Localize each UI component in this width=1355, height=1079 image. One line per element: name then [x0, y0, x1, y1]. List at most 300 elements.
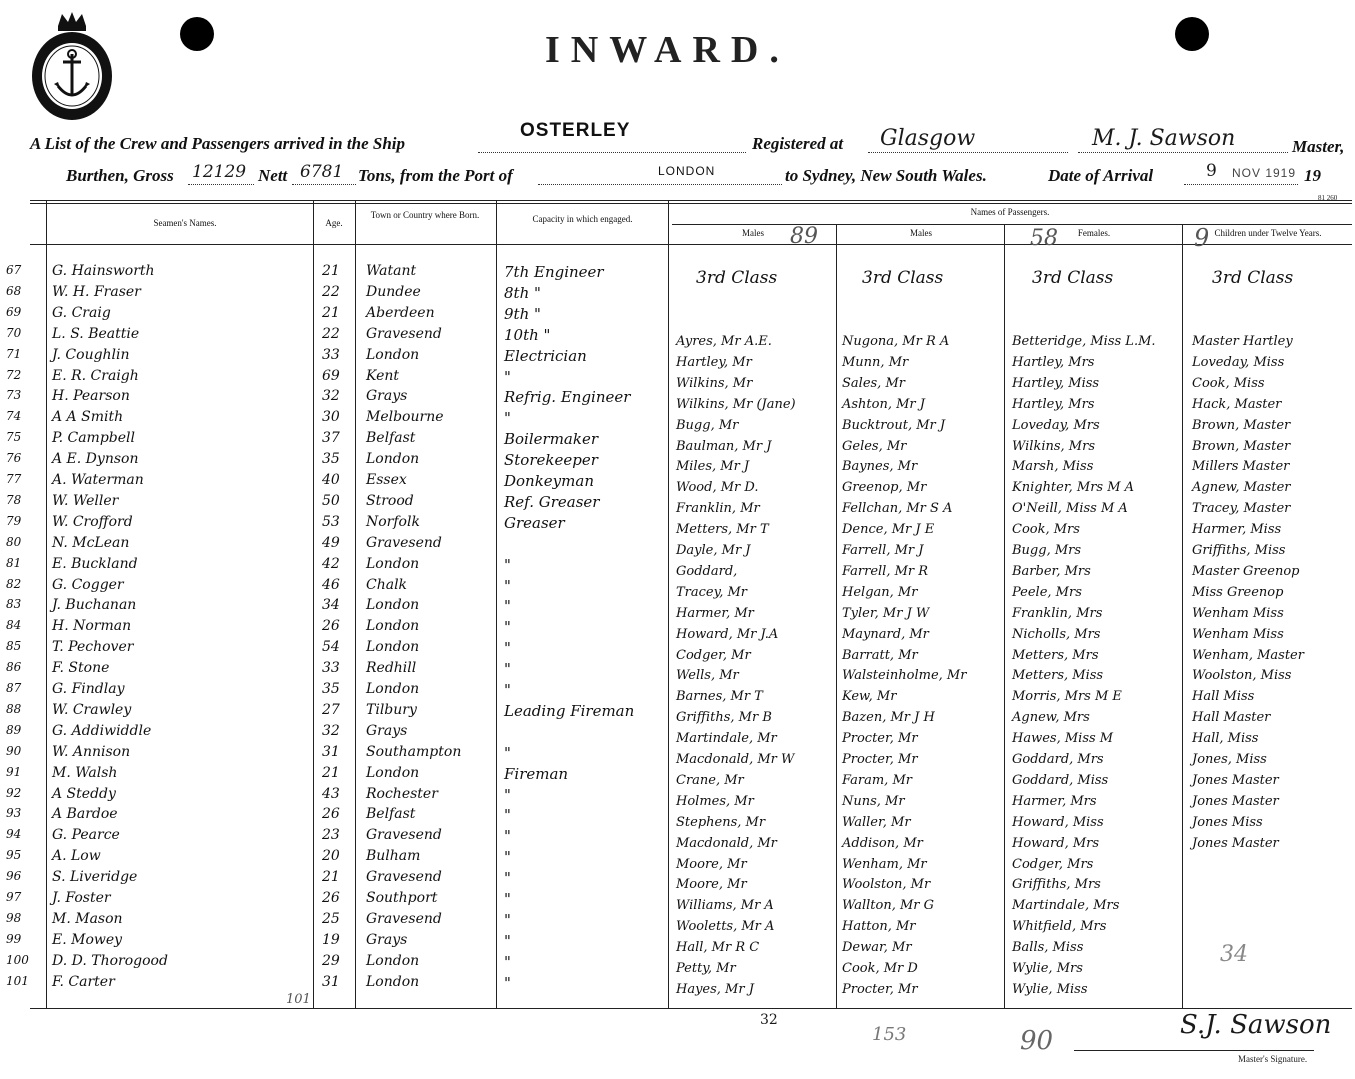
passenger-name: Wenham Miss [1192, 605, 1284, 621]
passenger-name: Wylie, Mrs [1012, 961, 1083, 976]
passenger-name: Bugg, Mrs [1012, 543, 1082, 558]
seaman-age: 37 [322, 430, 340, 447]
seaman-birthplace: Tilbury [366, 701, 417, 718]
passenger-name: Hartley, Miss [1012, 375, 1100, 391]
passenger-name: Balls, Miss [1012, 940, 1084, 956]
seaman-birthplace: London [366, 618, 420, 635]
passenger-name: Codger, Mr [676, 647, 751, 663]
seaman-age: 21 [322, 263, 340, 279]
passenger-name: Munn, Mr [842, 354, 909, 370]
class-heading: 3rd Class [1032, 268, 1114, 288]
passenger-name: Master Hartley [1192, 334, 1293, 349]
passenger-name: Macdonald, Mr [676, 835, 777, 851]
passenger-name: Faram, Mr [842, 772, 912, 788]
passenger-name: Brown, Master [1192, 438, 1291, 454]
seaman-birthplace: London [366, 952, 420, 969]
seaman-age: 19 [322, 931, 340, 948]
seaman-name: A A Smith [52, 409, 124, 426]
col-seamen-names: Seamen's Names. [153, 218, 217, 228]
passenger-name: Jones Master [1192, 793, 1279, 809]
date-label: Date of Arrival [1048, 166, 1154, 185]
punch-hole-left [180, 17, 214, 51]
passenger-name: Farrell, Mr J [842, 543, 924, 558]
seaman-name: A Steddy [52, 785, 116, 802]
passenger-name: O'Neill, Miss M A [1012, 501, 1128, 517]
burthen-label: Burthen, Gross [66, 166, 174, 185]
seaman-capacity: Storekeeper [504, 451, 598, 470]
seaman-capacity: 10th " [504, 325, 551, 344]
seaman-age: 35 [322, 681, 340, 697]
seaman-name: N. McLean [52, 534, 130, 551]
passenger-name: Loveday, Miss [1192, 354, 1285, 370]
seaman-birthplace: London [366, 346, 420, 363]
seaman-age: 31 [322, 743, 340, 760]
passenger-name: Waller, Mr [842, 814, 911, 830]
seaman-birthplace: Gravesend [366, 827, 442, 844]
row-number: 82 [6, 576, 22, 591]
seaman-birthplace: Grays [366, 388, 408, 405]
passenger-name: Millers Master [1192, 459, 1290, 475]
passenger-name: Goddard, Miss [1012, 772, 1109, 788]
seaman-birthplace: Gravesend [366, 910, 442, 927]
passenger-name: Miss Greenop [1192, 584, 1284, 600]
passenger-name: Hall Miss [1192, 689, 1255, 705]
passenger-name: Barnes, Mr T [676, 689, 763, 705]
seaman-age: 20 [322, 848, 340, 865]
seaman-age: 50 [322, 492, 340, 509]
col-males-2: Males [910, 228, 932, 238]
class-heading: 3rd Class [1212, 268, 1294, 288]
row-number: 86 [6, 660, 22, 675]
passenger-name: Martindale, Mrs [1012, 898, 1120, 914]
table-row [0, 597, 668, 617]
passenger-name: Howard, Mr J.A [676, 626, 779, 642]
seaman-name: W. Crofford [52, 513, 133, 530]
tally-females: 58 [1030, 226, 1058, 251]
passenger-name: Tyler, Mr J W [842, 605, 930, 621]
table-row [0, 388, 668, 408]
row-number: 85 [6, 639, 22, 654]
seaman-name: P. Campbell [52, 430, 135, 447]
seaman-age: 69 [322, 367, 340, 384]
row-number: 88 [6, 701, 22, 716]
seaman-name: H. Pearson [52, 388, 130, 405]
passenger-name: Loveday, Mrs [1012, 417, 1100, 433]
seaman-capacity: " [504, 910, 511, 929]
seaman-capacity: " [504, 555, 511, 574]
seaman-birthplace: Gravesend [366, 869, 442, 886]
passenger-name: Wooletts, Mr A [676, 919, 775, 935]
col-females: Females. [1077, 228, 1111, 238]
seaman-age: 53 [322, 513, 340, 530]
passenger-name: Martindale, Mr [676, 731, 777, 747]
row-number: 80 [6, 534, 22, 549]
seaman-age: 29 [322, 952, 340, 969]
date-year: 19 [1304, 166, 1321, 185]
passenger-name: Metters, Mr T [676, 522, 769, 538]
row-number: 83 [6, 597, 22, 612]
seaman-age: 32 [322, 722, 340, 739]
seaman-age: 21 [322, 869, 340, 886]
seaman-name: L. S. Beattie [52, 325, 140, 342]
footer-count-34: 34 [1220, 942, 1248, 967]
row-number: 97 [6, 890, 22, 904]
passenger-name: Wilkins, Mr (Jane) [676, 396, 796, 412]
seaman-birthplace: Essex [366, 472, 407, 488]
passenger-name: Wilkins, Mrs [1012, 438, 1095, 454]
seaman-capacity: Boilermaker [504, 430, 598, 449]
seaman-name: S. Liveridge [52, 869, 138, 886]
passenger-name: Cook, Mr D [842, 961, 918, 976]
passenger-name: Bugg, Mr [676, 417, 739, 433]
passenger-name: Betteridge, Miss L.M. [1012, 334, 1156, 349]
passenger-name: Crane, Mr [676, 772, 744, 788]
nett-label: Nett [258, 166, 288, 185]
passenger-name: Woolston, Mr [842, 877, 931, 893]
table-row [0, 765, 668, 785]
passenger-name: Petty, Mr [676, 961, 736, 976]
passenger-name: Wells, Mr [676, 668, 739, 684]
port-value: LONDON [658, 164, 716, 178]
seaman-birthplace: Rochester [366, 785, 438, 802]
table-row [0, 827, 668, 847]
passenger-name: Barber, Mrs [1012, 563, 1091, 579]
seaman-age: 32 [322, 388, 340, 405]
passenger-name: Jones Master [1192, 835, 1279, 851]
master-signature: S.J. Sawson [1180, 1010, 1332, 1040]
seaman-age: 23 [322, 827, 340, 844]
seaman-capacity: 7th Engineer [504, 263, 604, 281]
seaman-capacity: " [504, 931, 511, 950]
form-number: 81 260 [1318, 194, 1338, 202]
passenger-name: Hall Master [1192, 710, 1271, 726]
seaman-age: 54 [322, 639, 340, 656]
nett-value: 6781 [300, 162, 344, 182]
seaman-birthplace: Gravesend [366, 534, 442, 551]
seaman-name: E. Buckland [52, 555, 138, 572]
seaman-birthplace: Bulham [366, 848, 421, 865]
passenger-name: Wenham, Mr [842, 856, 927, 872]
passenger-name: Harmer, Mrs [1012, 793, 1097, 809]
table-row [0, 326, 668, 346]
table-row [0, 890, 668, 910]
class-heading: 3rd Class [862, 268, 944, 288]
table-row [0, 723, 668, 743]
table-row [0, 869, 668, 889]
seaman-age: 43 [322, 785, 340, 802]
table-row [0, 681, 668, 701]
seaman-name: G. Craig [52, 304, 111, 321]
seaman-name: W. Weller [52, 492, 119, 509]
row-number: 100 [6, 952, 29, 967]
table-row [0, 409, 668, 429]
passenger-name: Wilkins, Mr [676, 375, 753, 391]
seaman-capacity: " [504, 952, 511, 971]
passenger-name: Metters, Miss [1012, 668, 1104, 684]
passenger-name: Farrell, Mr R [842, 563, 929, 579]
seaman-birthplace: London [366, 973, 420, 990]
passenger-name: Miles, Mr J [676, 459, 750, 475]
seaman-name: M. Walsh [52, 764, 118, 781]
passenger-name: Woolston, Miss [1192, 668, 1292, 684]
passenger-name: Harmer, Miss [1192, 522, 1282, 538]
table-row [0, 368, 668, 388]
passenger-name: Maynard, Mr [842, 626, 929, 642]
passenger-name: Griffiths, Mr B [676, 710, 772, 726]
seaman-age: 26 [322, 618, 340, 635]
seaman-birthplace: Melbourne [366, 409, 444, 426]
passenger-name: Hartley, Mrs [1012, 354, 1095, 370]
row-number: 89 [6, 722, 22, 737]
row-number: 69 [6, 304, 22, 319]
seaman-birthplace: Chalk [366, 576, 408, 593]
tons-label: Tons, from the Port of [358, 166, 513, 185]
table-row [0, 535, 668, 555]
col-passengers: Names of Passengers. [970, 207, 1050, 217]
passenger-name: Greenop, Mr [842, 480, 927, 496]
passenger-name: Procter, Mr [842, 752, 918, 767]
row-number: 96 [6, 869, 22, 884]
seaman-capacity: " [504, 973, 511, 992]
punch-hole-right [1175, 17, 1209, 51]
registered-label: Registered at [752, 134, 844, 153]
seaman-name: M. Mason [52, 910, 123, 927]
seaman-capacity: " [504, 785, 511, 804]
seaman-age: 34 [322, 597, 340, 614]
row-number: 74 [6, 409, 22, 424]
table-row [0, 974, 668, 994]
table-row [0, 639, 668, 659]
passenger-name: Agnew, Master [1192, 480, 1291, 496]
seaman-name: G. Findlay [52, 681, 125, 697]
row-number: 76 [6, 451, 22, 466]
passenger-name: Peele, Mrs [1012, 584, 1082, 600]
table-row [0, 744, 668, 764]
row-number: 91 [6, 764, 22, 779]
seaman-name: G. Hainsworth [52, 263, 155, 279]
table-row [0, 347, 668, 367]
seaman-birthplace: London [366, 764, 420, 781]
seaman-age: 49 [322, 534, 340, 551]
seaman-capacity: " [504, 660, 511, 679]
passenger-name: Procter, Mr [842, 981, 918, 997]
passenger-name: Harmer, Mr [676, 605, 754, 621]
seaman-capacity: " [504, 576, 511, 595]
seaman-birthplace: Dundee [366, 283, 421, 300]
seaman-age: 31 [322, 973, 340, 990]
passenger-name: Dayle, Mr J [676, 543, 751, 558]
row-number: 98 [6, 910, 22, 925]
seaman-birthplace: Belfast [366, 806, 416, 823]
seaman-capacity: " [504, 681, 511, 699]
passenger-name: Franklin, Mr [676, 501, 760, 517]
table-row [0, 786, 668, 806]
master-label: Master, [1292, 137, 1345, 156]
passenger-name: Helgan, Mr [842, 584, 918, 600]
seaman-birthplace: London [366, 681, 420, 697]
seaman-capacity: " [504, 639, 511, 658]
seaman-age: 22 [322, 325, 340, 342]
table-row [0, 556, 668, 576]
passenger-name: Wallton, Mr G [842, 898, 935, 914]
passenger-name: Codger, Mrs [1012, 856, 1094, 872]
col-age: Age. [325, 218, 343, 228]
passenger-name: Baulman, Mr J [676, 438, 772, 454]
seaman-name: A E. Dynson [52, 451, 139, 468]
registered-at-value: Glasgow [880, 126, 976, 151]
passenger-name: Barratt, Mr [842, 647, 918, 663]
seaman-age: 22 [322, 283, 340, 300]
passenger-name: Bazen, Mr J H [842, 710, 935, 726]
seaman-name: F. Stone [52, 660, 110, 677]
row-number: 73 [6, 388, 22, 403]
passenger-name: Nuns, Mr [842, 793, 905, 809]
seaman-capacity: " [504, 409, 511, 428]
passenger-name: Franklin, Mrs [1012, 605, 1103, 621]
passenger-name: Hartley, Mrs [1012, 396, 1095, 412]
table-row [0, 577, 668, 597]
table-row [0, 430, 668, 450]
table-row [0, 514, 668, 534]
passenger-name: Addison, Mr [842, 835, 923, 851]
seaman-age: 25 [322, 910, 340, 927]
passenger-name: Bucktrout, Mr J [842, 417, 946, 433]
seaman-capacity: " [504, 743, 511, 762]
seaman-birthplace: Grays [366, 931, 408, 948]
footer-count-153: 153 [872, 1024, 907, 1045]
passenger-name: Nugona, Mr R A [842, 334, 950, 349]
footer-count-32: 32 [760, 1012, 778, 1028]
seaman-age: 26 [322, 806, 340, 823]
passenger-name: Nicholls, Mrs [1012, 626, 1101, 642]
row-number: 84 [6, 618, 22, 633]
seaman-name: E. R. Craigh [52, 367, 139, 384]
header-line1-prefix: A List of the Crew and Passengers arrived in the Ship [30, 134, 405, 153]
row-number: 77 [6, 472, 22, 486]
col-town: Town or Country where Born. [370, 210, 480, 220]
passenger-name: Cook, Mrs [1012, 522, 1080, 538]
seaman-age: 21 [322, 304, 340, 321]
seaman-name: G. Cogger [52, 576, 124, 593]
ship-name: OSTERLEY [520, 120, 631, 141]
seaman-capacity: Ref. Greaser [504, 492, 600, 511]
seaman-capacity: Donkeyman [504, 472, 594, 490]
seaman-birthplace: Grays [366, 722, 408, 739]
passenger-name: Knighter, Mrs M A [1012, 480, 1135, 496]
seaman-age: 35 [322, 451, 340, 468]
passenger-name: Moore, Mr [676, 856, 747, 872]
passenger-name: Marsh, Miss [1012, 459, 1094, 475]
seaman-age: 26 [322, 890, 340, 906]
seaman-birthplace: London [366, 597, 420, 614]
seaman-name: J. Buchanan [52, 597, 137, 614]
seaman-name: F. Carter [52, 973, 115, 990]
seaman-capacity: " [504, 618, 511, 637]
seaman-birthplace: Belfast [366, 430, 416, 447]
table-row [0, 911, 668, 931]
seaman-capacity: " [504, 806, 511, 825]
seaman-name: W. Annison [52, 743, 131, 760]
table-row [0, 284, 668, 304]
row-number: 90 [6, 743, 22, 758]
row-number: 87 [6, 681, 22, 695]
passenger-name: Baynes, Mr [842, 459, 918, 475]
passenger-name: Griffiths, Miss [1192, 543, 1286, 558]
table-row [0, 806, 668, 826]
seaman-name: H. Norman [52, 618, 132, 635]
seaman-name: A. Waterman [52, 472, 144, 488]
row-number: 71 [6, 346, 22, 361]
passenger-name: Ashton, Mr J [842, 396, 925, 412]
row-number: 78 [6, 492, 22, 507]
seaman-age: 27 [322, 701, 340, 718]
table-row [0, 305, 668, 325]
seaman-capacity: Greaser [504, 513, 565, 532]
table-row [0, 472, 668, 492]
passenger-name: Hartley, Mr [676, 354, 752, 370]
table-row [0, 953, 668, 973]
passenger-name: Goddard, [676, 563, 738, 579]
seaman-name: W. H. Fraser [52, 283, 141, 300]
passenger-name: Hatton, Mr [842, 919, 916, 935]
row-number: 95 [6, 848, 22, 863]
passenger-name: Hall, Miss [1192, 731, 1259, 747]
seaman-capacity: " [504, 869, 511, 888]
row-number: 94 [6, 827, 22, 842]
table-row [0, 932, 668, 952]
seaman-capacity: 9th " [504, 304, 541, 323]
seaman-birthplace: Aberdeen [366, 304, 435, 321]
seaman-capacity: Electrician [504, 346, 587, 365]
master-signature-label: Master's Signature. [1238, 1054, 1308, 1064]
passenger-name: Moore, Mr [676, 877, 747, 893]
table-row [0, 451, 668, 471]
passenger-name: Whitfield, Mrs [1012, 919, 1107, 935]
seaman-age: 46 [322, 576, 340, 593]
seaman-age: 33 [322, 660, 340, 677]
footer-count-90: 90 [1020, 1026, 1054, 1056]
passenger-name: Procter, Mr [842, 731, 918, 747]
tally-children: 9 [1194, 224, 1210, 252]
anchor-seal-icon [28, 4, 116, 122]
page-title: INWARD. [545, 29, 790, 71]
seaman-age: 40 [322, 472, 340, 488]
tally-males: 89 [790, 224, 818, 249]
passenger-name: Dewar, Mr [842, 940, 912, 956]
passenger-name: Agnew, Mrs [1012, 710, 1090, 726]
seaman-age: 33 [322, 346, 340, 363]
seaman-birthplace: London [366, 639, 420, 656]
date-month: NOV 1919 [1232, 166, 1297, 180]
passenger-name: Hayes, Mr J [676, 981, 754, 997]
passenger-name: Goddard, Mrs [1012, 752, 1104, 767]
passenger-name: Jones, Miss [1192, 752, 1267, 767]
passenger-name: Macdonald, Mr W [676, 752, 795, 767]
table-row [0, 263, 668, 283]
passenger-name: Wood, Mr D. [676, 480, 759, 496]
passenger-name: Fellchan, Mr S A [842, 501, 953, 517]
row-number: 81 [6, 555, 22, 570]
seaman-birthplace: Kent [366, 367, 400, 384]
master-name-value: M. J. Sawson [1092, 126, 1236, 151]
passenger-name: Jones Miss [1192, 814, 1263, 830]
seaman-age: 30 [322, 409, 340, 426]
seaman-capacity: " [504, 848, 511, 867]
table-row [0, 848, 668, 868]
seaman-birthplace: London [366, 555, 420, 572]
passenger-name: Williams, Mr A [676, 898, 774, 914]
seaman-capacity: " [504, 827, 511, 846]
